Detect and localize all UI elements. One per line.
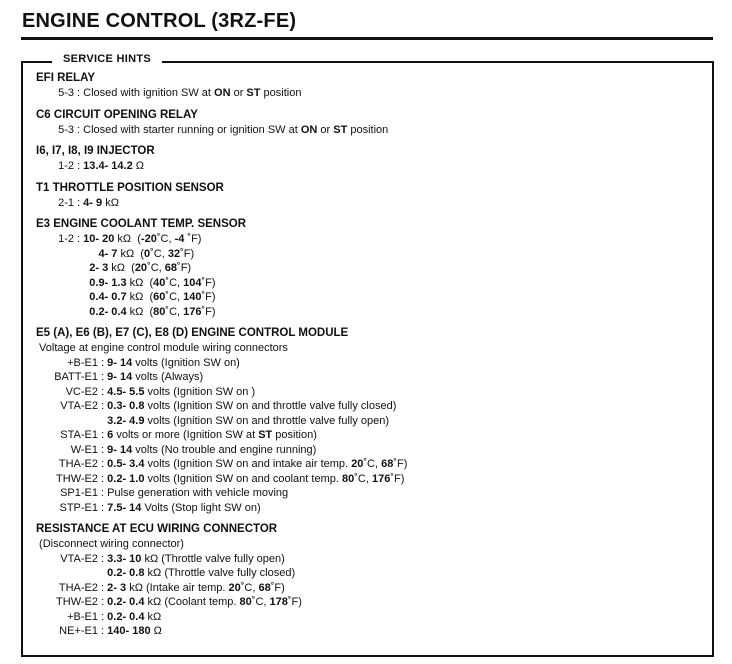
spec-row [36, 159, 407, 174]
spec-value: 0.9- 1.3 [89, 276, 127, 289]
terminal-label [36, 566, 98, 581]
separator [98, 566, 107, 581]
spec-row [36, 595, 407, 610]
spec-value: 6 [107, 429, 114, 441]
spec-text: volts (Always) [132, 371, 204, 383]
section-title: E3 ENGINE COOLANT TEMP. SENSOR [36, 218, 247, 230]
spec-text: volts (Ignition SW on and throttle valve fully closed) [144, 400, 397, 412]
spec-text: Volts (Stop light SW on) [141, 501, 261, 514]
spec-value: 80 [153, 305, 166, 318]
spec-value: 60 [153, 291, 166, 303]
terminal-label: STP-E1 [59, 501, 98, 514]
separator: : [98, 610, 108, 623]
separator: : [74, 233, 84, 245]
spec-value: 3.3- 10 [107, 552, 142, 565]
spec-value: 68 [164, 262, 178, 274]
spec-text: ˚C, [156, 233, 175, 245]
title-underline [21, 37, 713, 40]
section [36, 108, 407, 138]
separator: : [98, 371, 108, 383]
terminal-label: VC-E2 [65, 385, 98, 398]
section [36, 522, 407, 639]
spec-row [36, 86, 407, 101]
spec-text: volts (Ignition SW on and throttle valve fully open) [144, 414, 390, 427]
separator: : [98, 356, 108, 369]
terminal-label: +B-E1 [67, 610, 98, 623]
section [36, 144, 407, 174]
spec-text: kΩ [102, 196, 119, 209]
spec-text: volts (No trouble and engine running) [132, 443, 317, 456]
spec-row [36, 624, 407, 639]
spec-text: kΩ ( [117, 247, 144, 260]
spec-row [36, 428, 407, 443]
separator: : [74, 123, 84, 136]
spec-row [36, 305, 407, 320]
spec-text: ˚C, [165, 305, 184, 318]
spec-value: 20 [134, 262, 148, 274]
service-hints-legend: SERVICE HINTS [52, 53, 162, 65]
spec-text: ˚F) [180, 247, 195, 260]
terminal-label: THA-E2 [58, 581, 98, 594]
spec-row [36, 486, 407, 501]
spec-text: kΩ (Coolant temp. [144, 596, 240, 608]
spec-text: volts (Ignition SW on and intake air temp. [144, 458, 352, 470]
terminal-label: 1-2 [58, 160, 74, 172]
spec-text: ˚F) [201, 276, 216, 289]
separator [74, 305, 89, 320]
separator: : [74, 196, 84, 209]
section-title: C6 CIRCUIT OPENING RELAY [36, 108, 198, 121]
spec-value: 176 [371, 472, 391, 485]
section [36, 181, 407, 211]
spec-text: kΩ ( [126, 291, 154, 303]
separator [74, 247, 89, 262]
spec-text: ˚C, [363, 458, 382, 470]
spec-value: 4- 9 [83, 196, 103, 209]
spec-text: ˚C, [147, 262, 165, 274]
spec-value: 176 [183, 305, 202, 318]
separator: : [98, 487, 108, 499]
spec-text: Ω [132, 160, 144, 172]
spec-text: ˚F) [201, 305, 216, 318]
terminal-label: VTA-E2 [60, 400, 98, 412]
spec-text: ˚C, [251, 596, 270, 608]
spec-row [36, 247, 407, 262]
separator: : [98, 596, 108, 608]
spec-value: 80 [239, 596, 252, 608]
spec-text: ˚F) [270, 581, 285, 594]
spec-text: ˚C, [240, 581, 259, 594]
spec-text: volts (Ignition SW on and coolant temp. [144, 472, 342, 485]
spec-value: 0.2- 1.0 [107, 472, 145, 485]
terminal-label: 5-3 [58, 123, 74, 136]
separator [74, 276, 89, 291]
separator [98, 414, 107, 429]
spec-row [36, 276, 407, 291]
section-title: EFI RELAY [36, 72, 96, 84]
spec-text: Closed with starter running or ignition SW at [83, 123, 301, 136]
spec-text: position) [272, 429, 317, 441]
spec-value: -4 [174, 233, 185, 245]
terminal-label [36, 305, 74, 320]
spec-row [36, 443, 407, 458]
spec-text: kΩ ( [108, 262, 135, 274]
spec-value: 13.4- 14.2 [83, 160, 133, 172]
terminal-label [36, 261, 74, 276]
spec-value: ST [246, 87, 261, 99]
spec-text: ˚F) [287, 596, 302, 608]
spec-value: ST [258, 429, 273, 441]
terminal-label: THA-E2 [58, 458, 98, 470]
terminal-label [36, 247, 74, 262]
spec-value: ON [214, 87, 231, 99]
spec-row [36, 385, 407, 400]
terminal-label: NE+-E1 [59, 625, 98, 637]
spec-value: 0.2- 0.4 [107, 610, 145, 623]
spec-text: volts or more (Ignition SW at [113, 429, 259, 441]
separator: : [74, 160, 84, 172]
spec-value: 9- 14 [107, 371, 133, 383]
spec-row [36, 581, 407, 596]
spec-row [36, 552, 407, 567]
spec-text: kΩ (Throttle valve fully open) [141, 552, 285, 565]
spec-text: position [347, 123, 389, 136]
spec-value: 7.5- 14 [107, 501, 142, 514]
spec-value: 140 [183, 291, 202, 303]
terminal-label: THW-E2 [56, 472, 98, 485]
spec-text: kΩ ( [126, 305, 154, 318]
spec-row [36, 370, 407, 385]
spec-text: ˚F) [393, 458, 408, 470]
spec-value: 178 [269, 596, 288, 608]
spec-value: 2- 3 [89, 262, 109, 274]
terminal-label: SP1-E1 [60, 487, 98, 499]
section [36, 326, 407, 515]
separator: : [98, 443, 108, 456]
spec-text: ˚F) [201, 291, 216, 303]
spec-text: ˚F) [184, 233, 202, 245]
spec-value: 32 [167, 247, 181, 260]
spec-text: ˚C, [165, 276, 184, 289]
spec-row [36, 290, 407, 305]
section-note: Voltage at engine control module wiring connectors [36, 342, 288, 354]
separator: : [98, 400, 108, 412]
terminal-label: 1-2 [58, 233, 74, 245]
terminal-label [36, 414, 98, 429]
terminal-label: W-E1 [70, 443, 98, 456]
spec-value: 80 [341, 472, 355, 485]
spec-value: 9- 14 [107, 356, 133, 369]
spec-value: 4.5- 5.5 [107, 385, 145, 398]
spec-text: volts (Ignition SW on ) [144, 385, 256, 398]
spec-text: ˚C, [150, 247, 168, 260]
spec-value: 20 [228, 581, 241, 594]
spec-text: volts (Ignition SW on) [132, 356, 240, 369]
spec-row [36, 472, 407, 487]
spec-row [36, 610, 407, 625]
spec-row [36, 414, 407, 429]
separator [74, 290, 89, 305]
spec-value: 0.2- 0.4 [89, 305, 127, 318]
separator [74, 261, 89, 276]
spec-value: 0.5- 3.4 [107, 458, 145, 470]
spec-value: 2- 3 [107, 581, 127, 594]
spec-value: 9- 14 [107, 443, 133, 456]
spec-value: 0.4- 0.7 [89, 291, 127, 303]
spec-value: -20 [140, 233, 157, 245]
spec-row [36, 123, 407, 138]
spec-value: 0.3- 0.8 [107, 400, 145, 412]
spec-value: 68 [258, 581, 271, 594]
section-title: I6, I7, I8, I9 INJECTOR [36, 145, 155, 157]
separator: : [98, 581, 108, 594]
spec-row [36, 457, 407, 472]
spec-value: ST [333, 123, 348, 136]
terminal-label: THW-E2 [56, 596, 98, 608]
terminal-label [36, 290, 74, 305]
spec-value: 140- 180 [107, 625, 151, 637]
separator: : [98, 552, 108, 565]
terminal-label: VTA-E2 [60, 552, 98, 565]
spec-text: kΩ ( [126, 276, 154, 289]
spec-value: 104 [183, 276, 202, 289]
spec-value: 4- 7 [89, 247, 118, 260]
terminal-label: STA-E1 [60, 429, 98, 441]
spec-text: or [230, 87, 247, 99]
separator: : [98, 429, 108, 441]
spec-value: 40 [153, 276, 166, 289]
spec-text: Pulse generation with vehicle moving [107, 487, 289, 499]
spec-row [36, 356, 407, 371]
spec-text: kΩ (Throttle valve fully closed) [144, 567, 296, 579]
separator: : [74, 87, 84, 99]
spec-row [36, 261, 407, 276]
spec-text: kΩ ( [114, 233, 141, 245]
spec-value: 0.2- 0.8 [107, 567, 145, 579]
spec-value: 10- 20 [83, 233, 115, 245]
spec-text: kΩ [144, 610, 162, 623]
spec-value: 3.2- 4.9 [107, 414, 145, 427]
spec-text: Ω [150, 625, 162, 637]
separator: : [98, 458, 108, 470]
spec-row [36, 566, 407, 581]
spec-row [36, 232, 407, 247]
section-title: E5 (A), E6 (B), E7 (C), E8 (D) ENGINE CONTROL MODULE [36, 327, 349, 339]
spec-text: kΩ (Intake air temp. [126, 581, 229, 594]
section-title: RESISTANCE AT ECU WIRING CONNECTOR [36, 523, 278, 535]
section [36, 71, 407, 101]
spec-value: 0 [143, 247, 151, 260]
terminal-label: 2-1 [58, 196, 74, 209]
page-title: ENGINE CONTROL (3RZ-FE) [22, 10, 297, 32]
spec-text: position [260, 87, 302, 99]
terminal-label [36, 276, 74, 291]
spec-value: 0.2- 0.4 [107, 596, 145, 608]
service-hints-content [36, 71, 407, 639]
spec-value: ON [300, 123, 318, 136]
spec-row [36, 399, 407, 414]
spec-text: or [317, 123, 334, 136]
separator: : [98, 472, 108, 485]
spec-row [36, 196, 407, 211]
section-title: T1 THROTTLE POSITION SENSOR [36, 181, 224, 194]
spec-text: Closed with ignition SW at [83, 87, 215, 99]
spec-text: ˚F) [177, 262, 192, 274]
separator: : [98, 385, 108, 398]
spec-text: ˚C, [354, 472, 372, 485]
terminal-label: BATT-E1 [54, 371, 98, 383]
section-note: (Disconnect wiring connector) [36, 538, 184, 550]
section [36, 217, 407, 319]
spec-value: 68 [381, 458, 394, 470]
spec-value: 20 [351, 458, 364, 470]
terminal-label: +B-E1 [67, 356, 98, 369]
terminal-label: 5-3 [58, 87, 74, 99]
separator: : [98, 501, 108, 514]
spec-row [36, 501, 407, 516]
spec-text: ˚C, [165, 291, 184, 303]
spec-text: ˚F) [390, 472, 405, 485]
separator: : [98, 625, 108, 637]
